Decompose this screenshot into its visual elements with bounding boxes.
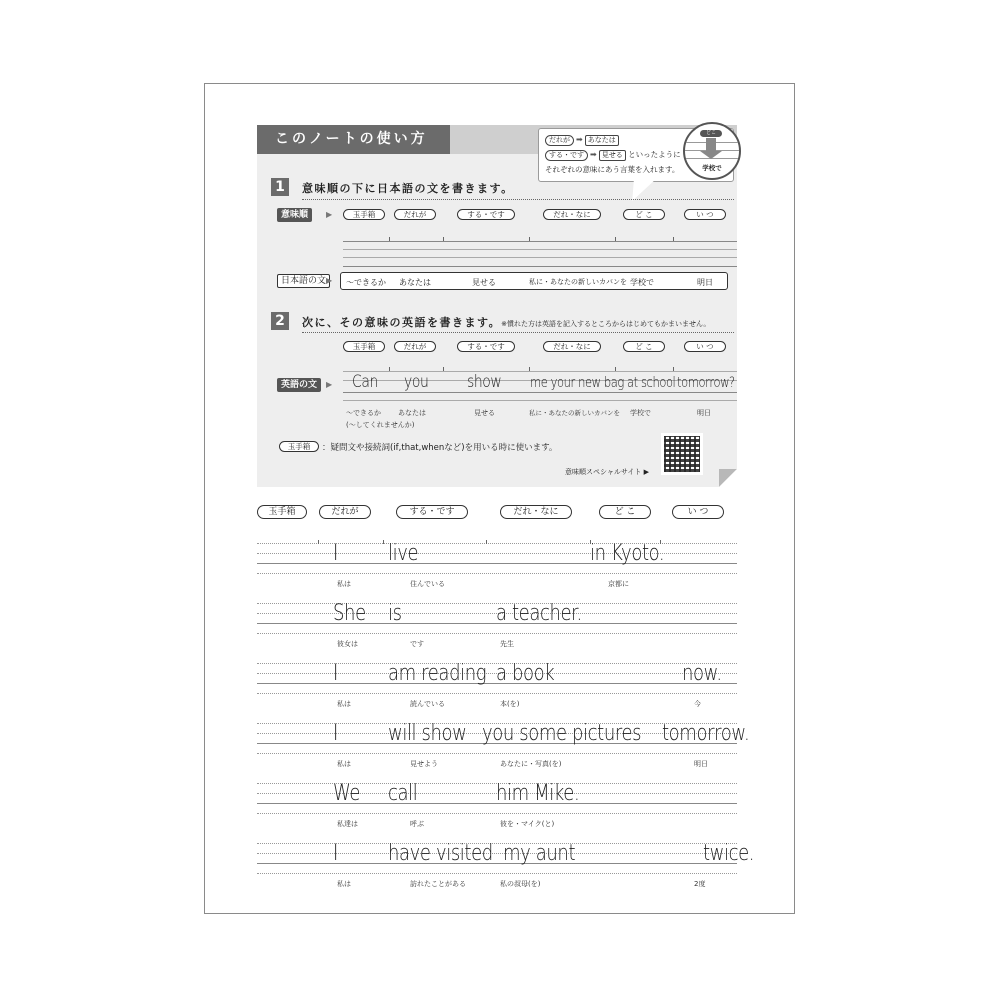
tick [443, 237, 444, 241]
bubble-box-you: あなたは [585, 135, 619, 146]
triangle-right-icon: ▶ [326, 276, 333, 285]
english-phrase: call [388, 781, 418, 806]
col-pill-when: い つ [684, 209, 726, 220]
english-phrase: you some pictures [482, 721, 642, 746]
guide-title: このノートの使い方 [257, 125, 450, 154]
japanese-meaning: 読んでいる [410, 700, 445, 708]
step-2-number: 2 [271, 312, 289, 330]
ruled-line [343, 392, 737, 393]
down-arrow-icon [706, 138, 716, 152]
japanese-meaning: 京都に [608, 580, 629, 588]
tick [486, 540, 487, 544]
triangle-right-icon: ▶ [326, 210, 333, 219]
qr-code-pattern [664, 436, 700, 472]
step-2-main: 次に、その意味の英語を書きます。 [302, 316, 502, 329]
english-phrase: tomorrow. [662, 721, 750, 746]
divider [302, 199, 734, 200]
japanese-meaning: 私は [337, 580, 351, 588]
en-value: Can [352, 372, 378, 392]
japanese-meaning: 私は [337, 880, 351, 888]
ruled-line [257, 693, 737, 694]
en-value: tomorrow? [677, 375, 735, 391]
en-value: show [467, 372, 502, 392]
qr-code[interactable] [661, 433, 703, 475]
tick [443, 367, 444, 371]
japanese-meaning: 2度 [694, 880, 706, 888]
bubble-pill-who: だれが [545, 135, 574, 146]
ruled-line [343, 400, 737, 401]
tick [383, 540, 384, 544]
tick [389, 237, 390, 241]
ruled-line [343, 371, 737, 372]
meaning-order-label: 意味順 [277, 208, 312, 222]
bubble-pill-do: する・です [545, 150, 588, 161]
english-phrase: my aunt [503, 841, 576, 866]
circle-tag: どこ [700, 130, 722, 137]
magnifier-circle [683, 122, 741, 180]
tick [529, 367, 530, 371]
col-header-where: ど こ [599, 505, 651, 519]
tamatebako-note: ：疑問文や接続詞(if,that,whenなど)を用いる時に使います。 [322, 443, 558, 453]
special-site-link[interactable]: 意味順スペシャルサイト ▶ [565, 468, 649, 476]
circle-label: 学校で [702, 164, 722, 172]
jp-value: 明日 [697, 278, 713, 287]
step-1-number: 1 [271, 178, 289, 196]
col-pill-do: する・です [457, 209, 515, 220]
japanese-meaning: 呼ぶ [410, 820, 424, 828]
jp-sub-value: (〜してくれませんか) [346, 421, 415, 429]
jp-value: 学校で [630, 409, 651, 417]
japanese-meaning: 本(を) [500, 700, 520, 708]
japanese-meaning: 住んでいる [410, 580, 445, 588]
english-phrase: I [333, 721, 338, 746]
en-value: you [404, 372, 429, 392]
tick [389, 367, 390, 371]
col-pill-who: だれが [394, 341, 436, 352]
col-pill-what: だれ・なに [543, 209, 601, 220]
arrow-right-icon: ➡ [576, 135, 583, 144]
japanese-meaning: 彼を・マイク(と) [500, 820, 555, 828]
tick [673, 237, 674, 241]
jp-value: 学校で [630, 278, 654, 287]
japanese-meaning: 私の叔母(を) [500, 880, 541, 888]
step-2-text [302, 314, 710, 330]
col-pill-when: い つ [684, 341, 726, 352]
japanese-meaning: です [410, 640, 424, 648]
col-pill-where: ど こ [623, 209, 665, 220]
jp-value: あなたは [398, 409, 426, 417]
tick [318, 540, 319, 544]
tick [529, 237, 530, 241]
english-sentence-label: 英語の文 [277, 378, 321, 392]
ruled-line [343, 266, 737, 267]
japanese-meaning: 私達は [337, 820, 358, 828]
jp-value: あなたは [399, 278, 431, 287]
english-phrase: have visited [388, 841, 493, 866]
tamatebako-pill: 玉手箱 [279, 441, 319, 452]
english-phrase: twice. [703, 841, 755, 866]
english-phrase: I [333, 841, 338, 866]
japanese-meaning: 訪れたことがある [410, 880, 466, 888]
step-2-note: ※慣れた方は英語を記入するところからはじめてもかまいません。 [501, 320, 711, 328]
english-phrase: him Mike. [496, 781, 580, 806]
ruled-line [343, 249, 737, 250]
jp-value: 私に・あなたの新しいカバンを [529, 278, 627, 286]
japanese-meaning: 今 [694, 700, 701, 708]
bubble-line-3: それぞれの意味にあう言葉を入れます。 [545, 165, 680, 174]
japanese-meaning: 見せよう [410, 760, 438, 768]
ruled-line [257, 553, 737, 554]
jp-value: 私に・あなたの新しいカバンを [529, 409, 620, 417]
ruled-line [343, 241, 737, 242]
down-arrow-head-icon [700, 151, 722, 159]
english-phrase: a book [496, 661, 555, 686]
col-pill-do: する・です [457, 341, 515, 352]
step-1-text: 意味順の下に日本語の文を書きます。 [302, 182, 514, 195]
ruled-line [257, 563, 737, 564]
col-pill-what: だれ・なに [543, 341, 601, 352]
en-value: me your new bag at school [530, 375, 676, 391]
ruled-line [343, 257, 737, 258]
ruled-line [257, 873, 737, 874]
col-header-who: だれが [319, 505, 371, 519]
japanese-meaning: 私は [337, 760, 351, 768]
ruled-line [257, 753, 737, 754]
tick [615, 367, 616, 371]
ruled-line [257, 853, 737, 854]
ruled-line [257, 573, 737, 574]
ruled-line [257, 843, 737, 844]
english-phrase: I [333, 661, 338, 686]
jp-value: 〜できるか [346, 278, 386, 287]
japanese-meaning: 彼女は [337, 640, 358, 648]
page-curl-cut [719, 469, 737, 487]
col-pill-tamatebako: 玉手箱 [343, 341, 385, 352]
ruled-line [257, 813, 737, 814]
col-header-tamatebako: 玉手箱 [257, 505, 307, 519]
ruled-line [257, 633, 737, 634]
japanese-meaning: 明日 [694, 760, 708, 768]
col-header-what: だれ・なに [500, 505, 572, 519]
bubble-suffix: といったように [628, 150, 681, 159]
col-header-when: い つ [672, 505, 724, 519]
english-phrase: live [388, 541, 419, 566]
english-phrase: a teacher. [496, 601, 582, 626]
japanese-meaning: 先生 [500, 640, 514, 648]
bubble-box-show: 見せる [599, 150, 626, 161]
ruled-line [257, 863, 737, 864]
col-header-do: する・です [396, 505, 468, 519]
col-pill-tamatebako: 玉手箱 [343, 209, 385, 220]
tick [673, 367, 674, 371]
arrow-right-icon: ➡ [590, 150, 597, 159]
english-phrase: will show [388, 721, 467, 746]
english-phrase: We [333, 781, 361, 806]
english-phrase: in Kyoto. [590, 541, 665, 566]
japanese-sentence-label: 日本語の文 [277, 274, 330, 288]
col-pill-where: ど こ [623, 341, 665, 352]
english-phrase: is [388, 601, 402, 626]
japanese-meaning: 私は [337, 700, 351, 708]
ruled-line [257, 543, 737, 544]
english-phrase: She [333, 601, 366, 626]
english-phrase: now. [682, 661, 722, 686]
jp-value: 見せる [472, 278, 496, 287]
divider [302, 332, 734, 333]
jp-value: 明日 [697, 409, 711, 417]
jp-value: 〜できるか [346, 409, 381, 417]
jp-value: 見せる [474, 409, 495, 417]
col-pill-who: だれが [394, 209, 436, 220]
tick [615, 237, 616, 241]
english-phrase: am reading [388, 661, 487, 686]
triangle-right-icon: ▶ [326, 380, 333, 389]
english-phrase: I [333, 541, 338, 566]
japanese-meaning: あなたに・写真(を) [500, 760, 562, 768]
